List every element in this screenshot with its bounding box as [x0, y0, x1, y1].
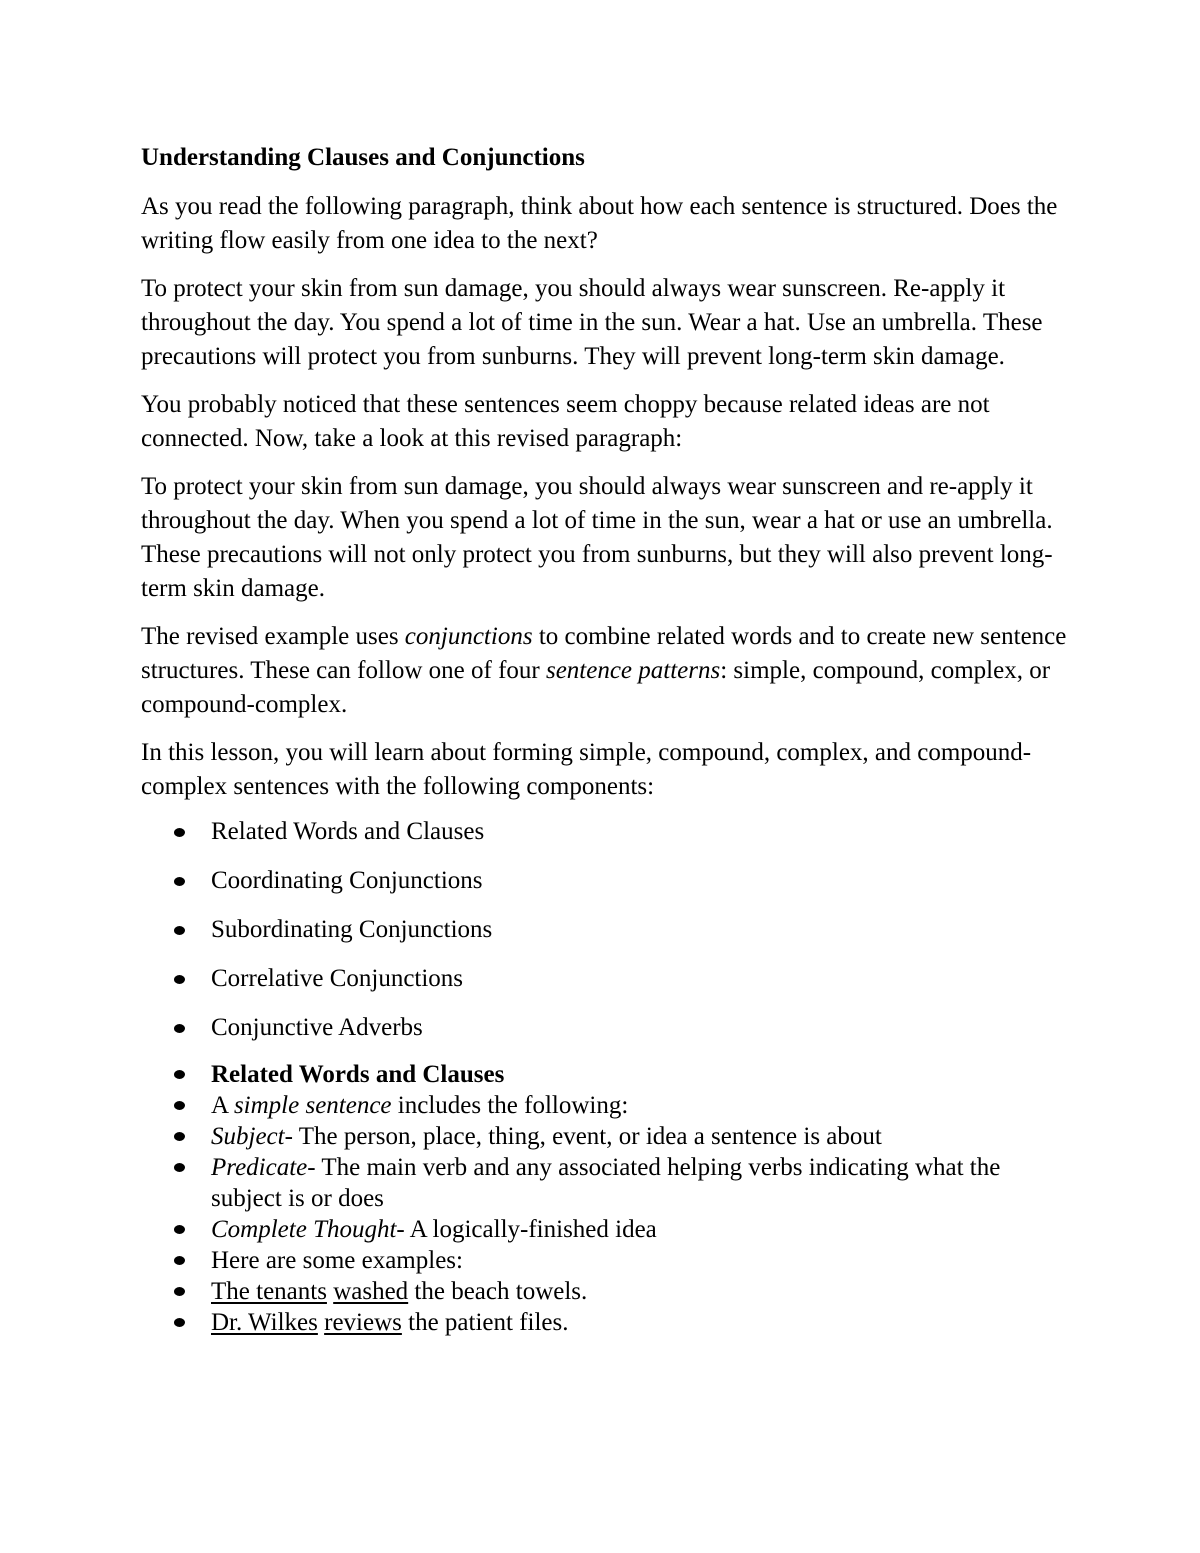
original-paragraph: To protect your skin from sun damage, you should always wear sunscreen. Re-apply it throughout the day. You spend a lot of time in the sun. Wear a hat. Use an umbrella. These precautions will protect you from sunburns. They will prevent long-term skin damage. [141, 275, 1043, 370]
section-list [141, 1059, 1071, 1338]
list-item-text: Coordinating Conjunctions [211, 867, 483, 894]
comment-paragraph: You probably noticed that these sentences seem choppy because related ideas are not connected. Now, take a look at this revised paragraph: [141, 391, 990, 452]
term-simple-sentence: simple sentence [233, 1092, 392, 1119]
explanation-paragraph [141, 620, 1071, 722]
bullet-icon [174, 1256, 185, 1265]
explanation-text-3: : simple, compound, complex, or compound-complex. [141, 657, 1051, 718]
text: A [211, 1092, 234, 1119]
lesson-intro-paragraph: In this lesson, you will learn about forming simple, compound, complex, and compound-complex sentences with the following components: [141, 739, 1032, 800]
list-item [141, 814, 1071, 850]
example-subject: The tenants [211, 1278, 327, 1305]
bullet-icon [174, 1101, 185, 1110]
bullet-icon [174, 1132, 185, 1141]
example-verb: reviews [324, 1309, 402, 1336]
bullet-icon [174, 926, 185, 935]
section-heading [141, 1059, 1071, 1090]
text: the patient files. [401, 1309, 569, 1336]
explanation-text-1: The revised example uses [141, 623, 405, 650]
list-item [141, 961, 1071, 997]
term-sentence-patterns: sentence patterns [545, 657, 721, 684]
components-list [141, 814, 1071, 1046]
term-subject: Subject- [211, 1123, 293, 1150]
term-predicate: Predicate- [211, 1154, 316, 1181]
text: Here are some examples: [211, 1247, 463, 1274]
term-complete-thought: Complete Thought- [211, 1216, 405, 1243]
list-item [141, 1010, 1071, 1046]
list-item [141, 1152, 1071, 1214]
bullet-icon [174, 1287, 185, 1296]
bullet-icon [174, 975, 185, 984]
example-item [141, 1276, 1071, 1307]
list-item [141, 1214, 1071, 1245]
text: A logically-finished idea [404, 1216, 657, 1243]
bullet-icon [174, 1225, 185, 1234]
text: The main verb and any associated helping verbs indicating what the subject is or does [211, 1154, 1001, 1212]
revised-paragraph: To protect your skin from sun damage, you should always wear sunscreen and re-apply it throughout the day. When you spend a lot of time in the sun, wear a hat or use an umbrella. These precautions will not only protect you from sunburns, but they will also prevent long-term skin damage. [141, 473, 1053, 602]
example-item [141, 1307, 1071, 1338]
text: The person, place, thing, event, or idea a sentence is about [292, 1123, 882, 1150]
document-title: Understanding Clauses and Conjunctions [141, 144, 585, 171]
intro-paragraph: As you read the following paragraph, think about how each sentence is structured. Does the writing flow easily from one idea to the next? [141, 193, 1058, 254]
example-verb: washed [333, 1278, 409, 1305]
list-item [141, 1245, 1071, 1276]
bullet-icon [174, 828, 185, 837]
list-item [141, 1121, 1071, 1152]
term-conjunctions: conjunctions [404, 623, 533, 650]
text: the beach towels. [408, 1278, 588, 1305]
text: includes the following: [391, 1092, 629, 1119]
bullet-icon [174, 877, 185, 886]
example-subject: Dr. Wilkes [211, 1309, 318, 1336]
list-item-text: Conjunctive Adverbs [211, 1014, 423, 1041]
bullet-icon [174, 1163, 185, 1172]
list-item-text: Correlative Conjunctions [211, 965, 464, 992]
bullet-icon [174, 1024, 185, 1033]
section-heading-text: Related Words and Clauses [211, 1061, 505, 1088]
bullet-icon [174, 1318, 185, 1327]
list-item-text: Related Words and Clauses [211, 818, 485, 845]
list-item [141, 912, 1071, 948]
list-item [141, 863, 1071, 899]
document-body [141, 140, 1071, 1338]
list-item [141, 1090, 1071, 1121]
list-item-text: Subordinating Conjunctions [211, 916, 493, 943]
bullet-icon [174, 1070, 185, 1079]
explanation-text-2: to combine related words and to create new sentence structures. These can follow one of four [141, 623, 1067, 684]
